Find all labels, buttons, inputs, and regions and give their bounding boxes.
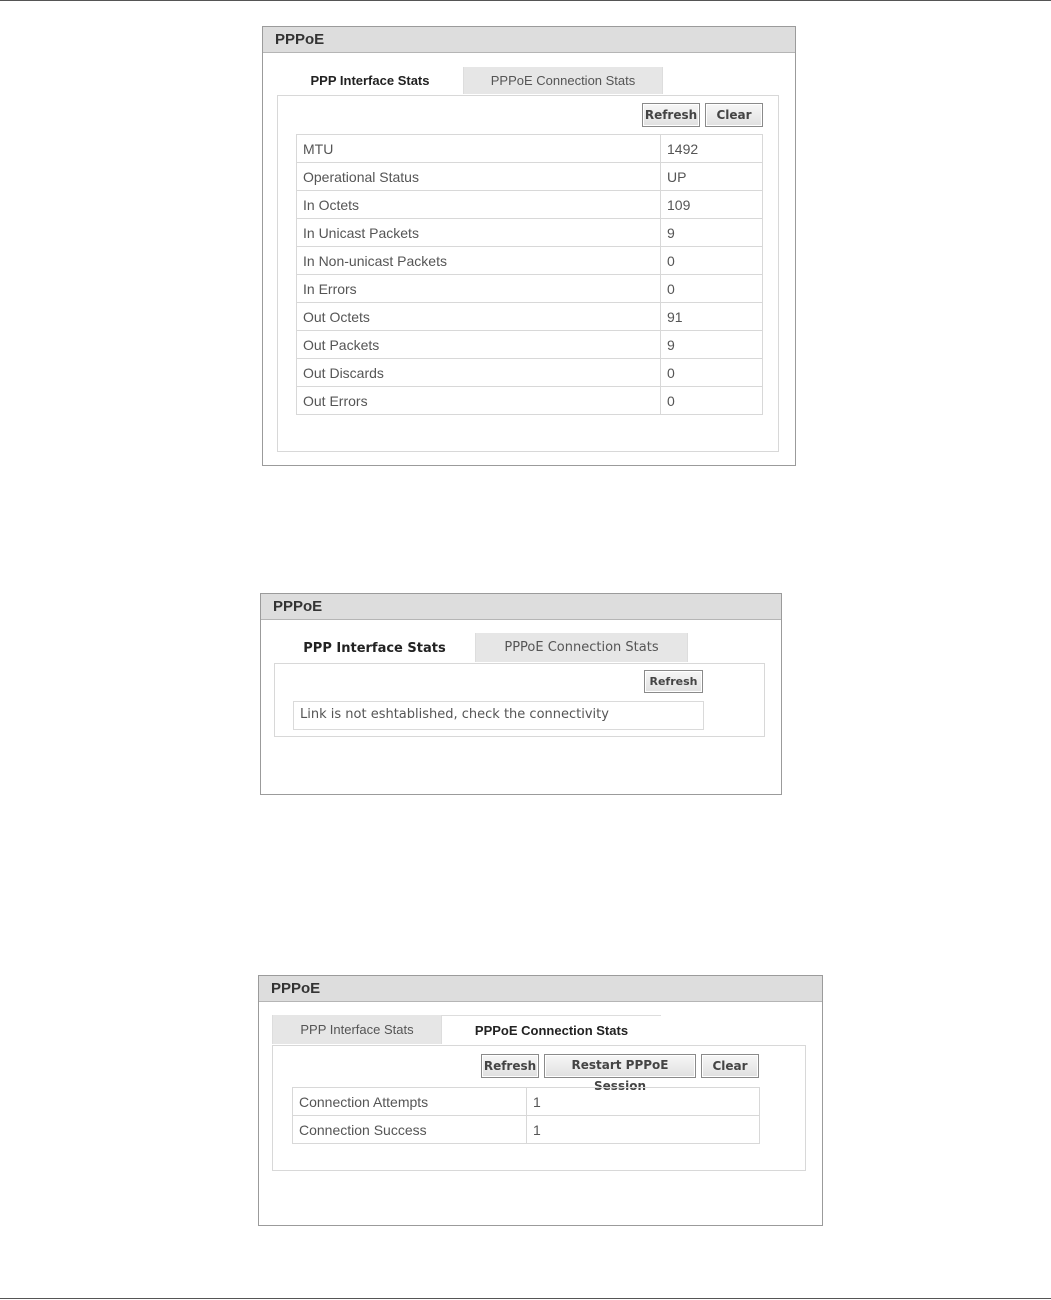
clear-button[interactable]: Clear [701, 1054, 759, 1078]
stat-value: 0 [661, 387, 763, 415]
table-row [297, 303, 763, 331]
table-row [293, 1116, 760, 1144]
stat-value: 109 [661, 191, 763, 219]
stat-label: Connection Attempts [293, 1088, 527, 1116]
refresh-button[interactable]: Refresh [481, 1054, 539, 1078]
stat-value: 9 [661, 219, 763, 247]
stat-label: In Non-unicast Packets [297, 247, 661, 275]
top-rule [0, 0, 1051, 1]
tab-pppoe-connection-stats[interactable]: PPPoE Connection Stats [475, 633, 688, 662]
link-status-message: Link is not eshtablished, check the connectivity [293, 701, 704, 730]
stat-value: 9 [661, 331, 763, 359]
table-row [297, 191, 763, 219]
stat-label: In Unicast Packets [297, 219, 661, 247]
stat-value: 0 [661, 275, 763, 303]
stat-value: 0 [661, 247, 763, 275]
tab-pppoe-connection-stats[interactable]: PPPoE Connection Stats [442, 1016, 661, 1045]
panel-title: PPPoE [263, 27, 795, 53]
table-row [297, 275, 763, 303]
table-row [297, 387, 763, 415]
tab-ppp-interface-stats[interactable]: PPP Interface Stats [277, 67, 463, 95]
stat-value: 0 [661, 359, 763, 387]
tab-pppoe-connection-stats[interactable]: PPPoE Connection Stats [463, 67, 663, 94]
tab-ppp-interface-stats[interactable]: PPP Interface Stats [274, 634, 475, 663]
connection-stats-table [292, 1087, 760, 1144]
interface-stats-table [296, 134, 763, 415]
panel-title: PPPoE [259, 976, 822, 1002]
stat-label: In Octets [297, 191, 661, 219]
table-row [297, 135, 763, 163]
tab-content [274, 663, 765, 737]
tab-content [277, 95, 779, 452]
stat-label: Out Discards [297, 359, 661, 387]
stat-value: 1492 [661, 135, 763, 163]
table-row [297, 219, 763, 247]
pppoe-panel-interface-stats [262, 26, 796, 466]
stat-value: UP [661, 163, 763, 191]
stat-label: Out Octets [297, 303, 661, 331]
pppoe-panel-link-down [260, 593, 782, 795]
stat-label: Connection Success [293, 1116, 527, 1144]
restart-pppoe-session-button[interactable]: Restart PPPoE Session [544, 1054, 696, 1078]
tab-top-border [442, 1015, 661, 1016]
panel-title: PPPoE [261, 594, 781, 620]
stat-label: Out Packets [297, 331, 661, 359]
stat-label: In Errors [297, 275, 661, 303]
refresh-button[interactable]: Refresh [644, 670, 703, 693]
table-row [293, 1088, 760, 1116]
pppoe-panel-connection-stats [258, 975, 823, 1226]
stat-value: 91 [661, 303, 763, 331]
table-row [297, 247, 763, 275]
stat-value: 1 [527, 1116, 760, 1144]
table-row [297, 163, 763, 191]
refresh-button[interactable]: Refresh [642, 103, 700, 127]
stat-label: MTU [297, 135, 661, 163]
table-row [297, 331, 763, 359]
clear-button[interactable]: Clear [705, 103, 763, 127]
stat-label: Operational Status [297, 163, 661, 191]
bottom-rule [0, 1298, 1051, 1299]
table-row [297, 359, 763, 387]
stat-label: Out Errors [297, 387, 661, 415]
tab-ppp-interface-stats[interactable]: PPP Interface Stats [272, 1015, 442, 1044]
tab-content [272, 1045, 806, 1171]
stat-value: 1 [527, 1088, 760, 1116]
